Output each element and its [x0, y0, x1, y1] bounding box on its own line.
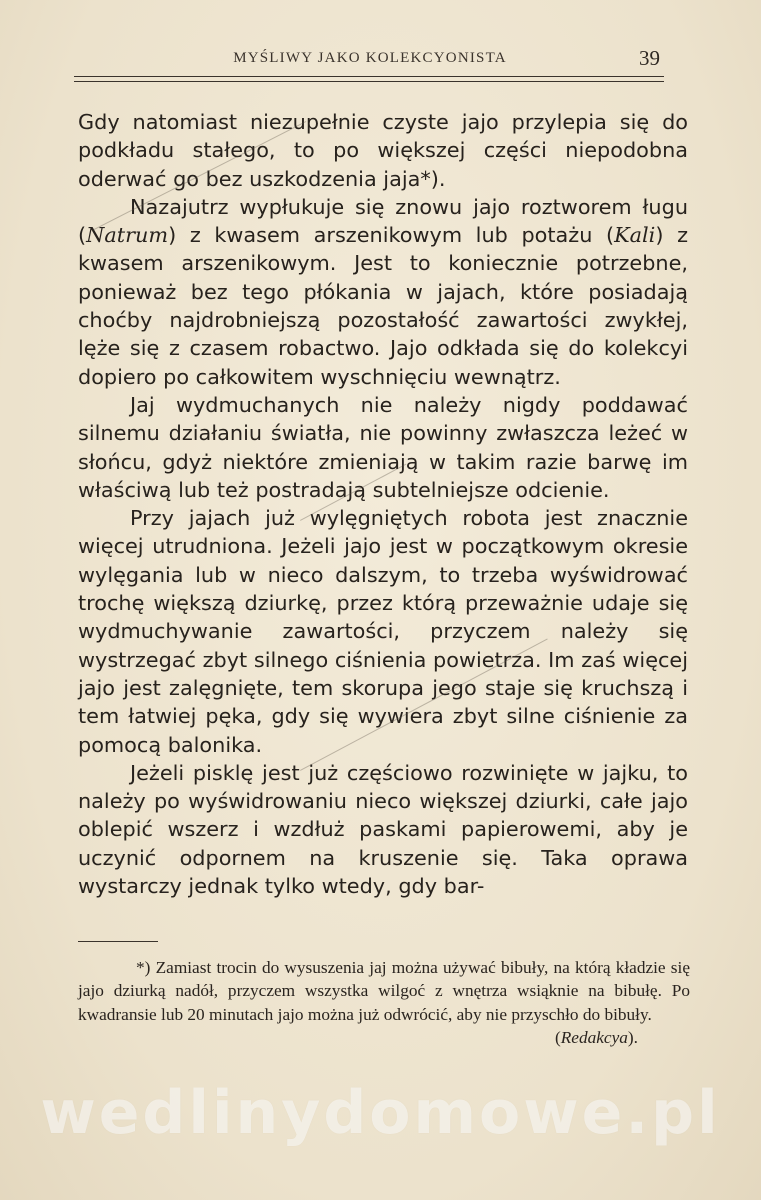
footnote-rule: [78, 941, 158, 942]
italic-natrum: Natrum: [86, 223, 169, 248]
running-header: [78, 48, 662, 74]
signature-open: (: [554, 1028, 561, 1048]
paragraph-2-part-e: ) z kwasem arszenikowym. Jest to koniecznie potrzebne, ponieważ bez tego płókania w jajach, które posiadają choćby najdrobniejszą pozostałość zawartości zwykłej, lęże się z czasem robactwo. Jajo odkłada się do kolekcyi dopiero po całkowitem wyschnięciu wewnątrz.: [78, 223, 688, 389]
footnote-signature: [78, 1026, 690, 1049]
paragraph-3: Jaj wydmuchanych nie należy nigdy poddawać silnemu działaniu światła, nie powinny zwłaszcza leżeć w słońcu, gdyż niektóre zmieniają w takim razie barwę im właściwą lub też postradają subtelniejsze odcienie.: [78, 392, 688, 502]
paragraph-4: Przy jajach już wylęgniętych robota jest znacznie więcej utrudniona. Jeżeli jajo jest w początkowym okresie wylęgania lub w nieco dalszym, to trzeba wyświdrować trochę większą dziurkę, przez którą przeważnie udaje się wydmuchywanie zawartości, przyczem należy się wystrzegać zbyt silnego ciśnienia powietrza. Im zaś więcej jajo jest zalęgnięte, tem skorupa jego staje się kruchszą i tem łatwiej pęka, gdy się wywiera zbyt silne ciśnienie za pomocą balonika.: [78, 506, 688, 757]
page-number: 39: [639, 46, 660, 70]
paragraph-1: Gdy natomiast niezupełnie czyste jajo przylepia się do podkładu stałego, to po większej części niepodobna oderwać go bez uszkodzenia jaja*).: [78, 110, 688, 191]
paragraph-2-part-c: ) z kwasem arszenikowym lub potażu (: [168, 223, 615, 248]
signature-close: ).: [627, 1028, 638, 1048]
running-title: MYŚLIWY JAKO KOLEKCYONISTA: [233, 50, 507, 66]
paragraph-2-part-a: Nazajutrz wypłukuje się znowu jajo roztworem ługu (: [78, 194, 688, 248]
footnote-text: *) Zamiast trocin do wysuszenia jaj można używać bibuły, na którą kładzie się jajo dziurką nadół, przyczem wszystka wilgoć z wnętrza wsiąknie na bibułę. Po kwadransie lub 20 minutach jajo można już odwrócić, aby nie przyschło do bibuły.: [78, 958, 690, 1024]
body-text: [78, 108, 688, 900]
footnote: [78, 956, 690, 1050]
paragraph-2: [78, 193, 688, 391]
header-rule: [74, 76, 664, 82]
signature-name: Redakcya: [560, 1028, 628, 1048]
watermark: wedlinydomowe.pl: [40, 1078, 721, 1148]
paragraph-5: Jeżeli pisklę jest już częściowo rozwinięte w jajku, to należy po wyświdrowaniu nieco większej dziurki, całe jajo oblepić wszerz i wzdłuż paskami papierowemi, aby je uczynić odpornem na kruszenie się. Taka oprawa wystarczy jednak tylko wtedy, gdy bar-: [78, 760, 688, 899]
italic-kali: Kali: [614, 223, 656, 248]
